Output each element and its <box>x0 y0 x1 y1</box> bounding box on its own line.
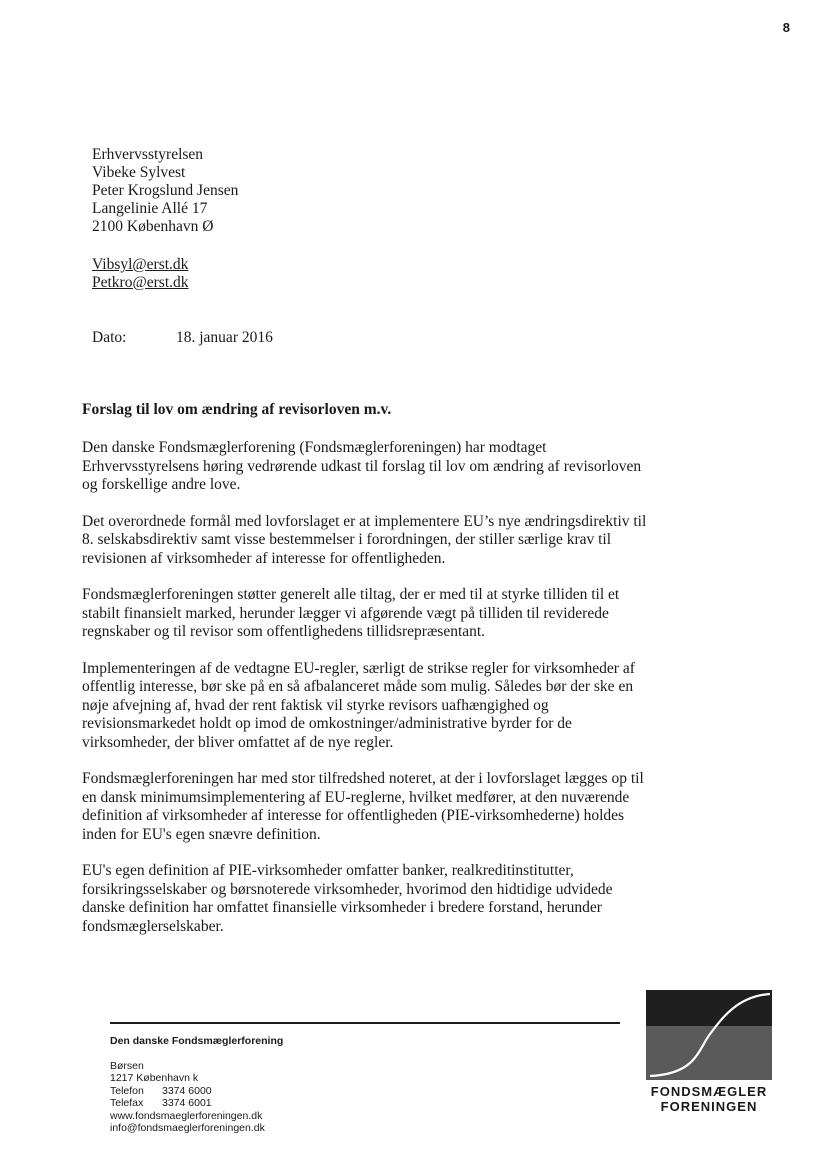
recipient-line: Erhvervsstyrelsen <box>92 146 204 163</box>
footer-phone-row <box>110 1085 283 1098</box>
footer-email-link[interactable]: info@fondsmaeglerforeningen.dk <box>110 1122 265 1134</box>
recipient-address <box>92 146 238 236</box>
paragraph: Fondsmæglerforeningen har med stor tilfredshed noteret, at der i lovforslaget lægges op til en dansk minimumsimplementering af EU-reglerne, hvilket medfører, at den nuværende definition af virksomheder af interesse for offentligheden (PIE-virksomhederne) holdes inden for EU's egen snævre definition. <box>82 770 644 843</box>
paragraph: Det overordnede formål med lovforslaget er at implementere EU’s nye ændringsdirektiv til 8. selskabsdirektiv samt visse bestemmelser i forordningen, der stiller særlige krav til revisionen af virksomheder af interesse for offentligheden. <box>82 512 647 567</box>
footer-web-link[interactable]: www.fondsmaeglerforeningen.dk <box>110 1109 263 1122</box>
letter-body <box>82 439 657 954</box>
letter-subject: Forslag til lov om ændring af revisorloven m.v. <box>82 401 392 418</box>
logo-mark-icon <box>646 990 772 1080</box>
logo-line-2: FORENINGEN <box>660 1099 758 1114</box>
footer-phone-label: Telefon <box>110 1084 144 1097</box>
footer-fax-row <box>110 1097 283 1110</box>
logo-wordmark <box>646 1084 772 1114</box>
paragraph: Fondsmæglerforeningen støtter generelt alle tiltag, der er med til at styrke tilliden til et stabilt finansielt marked, herunder lægger vi afgørende vægt på tilliden til reviderede regnskaber og til revisor som offentlighedens tillidsrepræsentant. <box>82 586 620 640</box>
footer-org-name: Den danske Fondsmæglerforening <box>110 1035 284 1047</box>
recipient-line: Langelinie Allé 17 <box>92 200 208 217</box>
date-row <box>92 329 273 347</box>
date-value: 18. januar 2016 <box>176 329 273 346</box>
footer-fax: 3374 6001 <box>162 1097 212 1109</box>
footer-fax-label: Telefax <box>110 1097 144 1109</box>
logo-line-1: FONDSMÆGLER <box>650 1084 768 1099</box>
date-label: Dato: <box>92 329 127 346</box>
recipient-line: Vibeke Sylvest <box>92 164 186 181</box>
paragraph: EU's egen definition af PIE-virksomheder omfatter banker, realkreditinstitutter, forsikringsselskaber og børsnoterede virksomheder, hvorimod den hidtidige udvidede danske definition har omfattet finansielle virksomheder i bredere forstand, herunder fondsmæglerselskaber. <box>82 862 613 935</box>
recipient-line: 2100 København Ø <box>92 218 214 235</box>
organization-logo <box>646 990 772 1114</box>
page-number: 8 <box>782 20 790 35</box>
footer-city: 1217 København k <box>110 1072 199 1084</box>
email-link-vibsyl[interactable]: Vibsyl@erst.dk <box>92 256 189 273</box>
recipient-line: Peter Krogslund Jensen <box>92 182 239 199</box>
footer <box>110 1035 283 1135</box>
recipient-emails <box>92 256 189 292</box>
footer-street: Børsen <box>110 1059 144 1072</box>
paragraph: Implementeringen af de vedtagne EU-regler, særligt de strikse regler for virksomheder af offentlig interesse, bør ske på en så afbalanceret måde som mulig. Således bør der ske en nøje afvejning af, hvad der rent faktisk vil styrke revisors uafhængighed og revisionsmarkedet holdt op imod de omkostninger/administrative byrder for de virksomheder, der bliver omfattet af de nye regler. <box>82 659 635 751</box>
footer-phone: 3374 6000 <box>162 1084 212 1097</box>
paragraph: Den danske Fondsmæglerforening (Fondsmæglerforeningen) har modtaget Erhvervsstyrelsens høring vedrørende udkast til forslag til lov om ændring af revisorloven og forskellige andre love. <box>82 439 642 493</box>
email-link-petkro[interactable]: Petkro@erst.dk <box>92 274 189 291</box>
footer-divider <box>110 1022 620 1024</box>
